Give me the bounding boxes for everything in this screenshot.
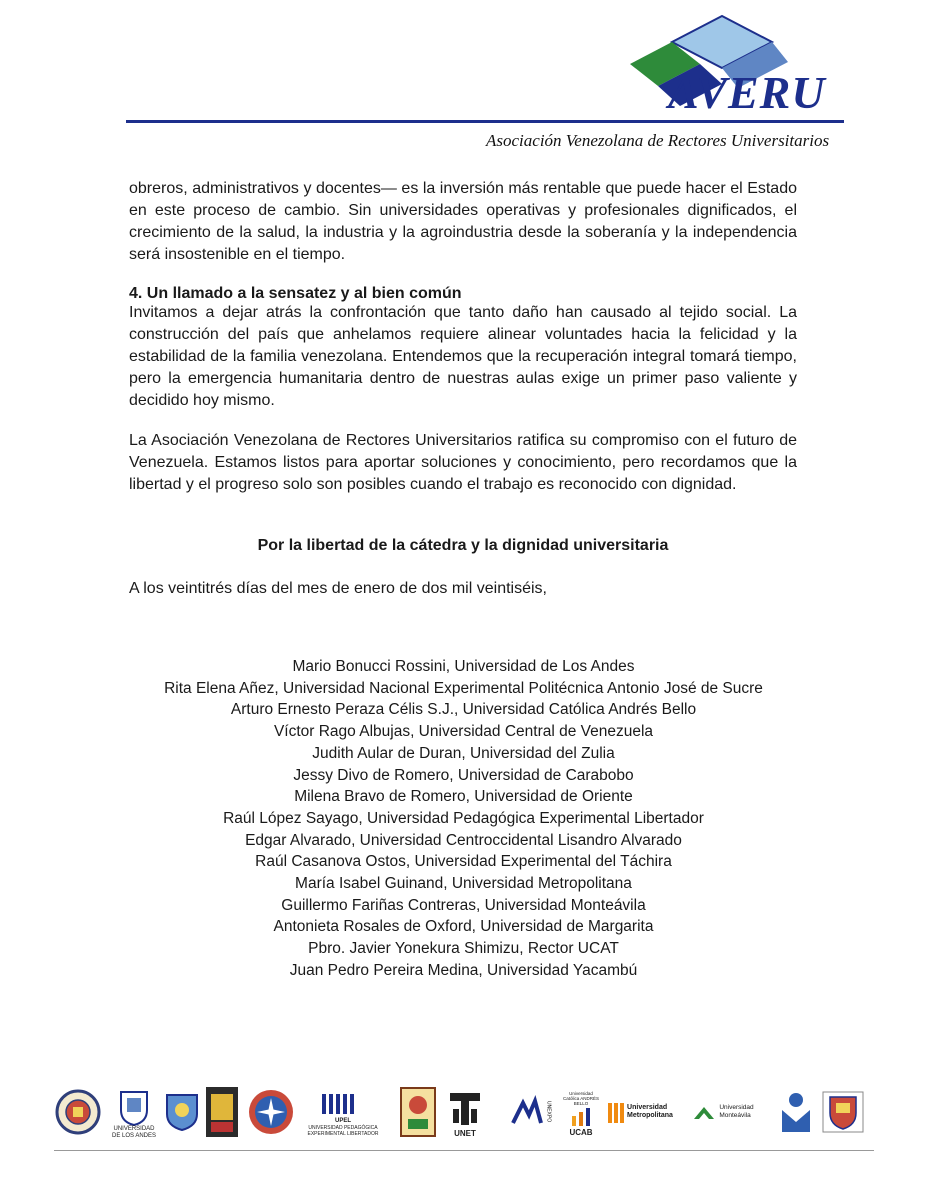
signatory: Guillermo Fariñas Contreras, Universidad Monteávila: [281, 896, 646, 914]
signatory: Pbro. Javier Yonekura Shimizu, Rector UCAT: [308, 940, 619, 958]
footer-divider: [54, 1150, 874, 1151]
udo-seal-logo: [246, 1082, 296, 1142]
unet-logo: UNET: [442, 1082, 488, 1144]
unimar-logo: [776, 1082, 816, 1142]
unimet-line1: Universidad: [627, 1104, 668, 1111]
signatory: Edgar Alvarado, Universidad Centroccidental Lisandro Alvarado: [245, 831, 682, 849]
ula-logo: UNIVERSIDAD DE LOS ANDES: [112, 1082, 156, 1148]
signatory: Víctor Rago Albujas, Universidad Central de Venezuela: [273, 723, 654, 741]
signatory: Antonieta Rosales de Oxford, Universidad de Margarita: [273, 918, 654, 936]
paragraph-3: La Asociación Venezolana de Rectores Universitarios ratifica su compromiso con el futuro de Venezuela. Estamos listos para aportar soluciones y conocimiento, pero recordamos que la libertad y el progreso solo son posibles cuando el trabajo es reconocido con dignidad.: [129, 432, 797, 493]
signatory: María Isabel Guinand, Universidad Metropolitana: [295, 875, 632, 893]
averu-logo-word: AVERU: [668, 67, 826, 118]
ucv-seal-logo: [54, 1082, 102, 1142]
dateline: A los veintitrés días del mes de enero de dos mil veintiséis,: [129, 580, 547, 597]
header-subtitle: Asociación Venezolana de Rectores Universitarios: [486, 131, 830, 150]
signatory: Milena Bravo de Romero, Universidad de Oriente: [294, 788, 633, 806]
luz-seal-logo: [162, 1082, 202, 1142]
signatory: Raúl Casanova Ostos, Universidad Experimental del Táchira: [255, 853, 672, 871]
university-logos: [54, 1082, 874, 1148]
signatory: Mario Bonucci Rossini, Universidad de Los Andes: [292, 658, 635, 675]
signatory: Judith Aular de Duran, Universidad del Zulia: [312, 744, 615, 762]
upel-logo: UPEL UNIVERSIDAD PEDAGÓGICA EXPERIMENTAL LIBERTADOR: [304, 1082, 382, 1144]
signatory: Raúl López Sayago, Universidad Pedagógica Experimental Libertador: [223, 809, 704, 827]
ucat-seal-logo: [820, 1082, 866, 1142]
motto: Por la libertad de la cátedra y la dignidad universitaria: [257, 537, 669, 554]
ucab-logo: Universidad Católica ANDRÉS BELLO UCAB: [562, 1091, 599, 1137]
uc-seal-logo: [204, 1082, 240, 1142]
signatory: Arturo Ernesto Peraza Célis S.J., Universidad Católica Andrés Bello: [230, 701, 697, 719]
unexpo-logo: UNEXPO: [502, 1082, 558, 1142]
monteavila-line1: Universidad: [719, 1104, 754, 1111]
header-divider: [126, 120, 844, 123]
paragraph-2: Invitamos a dejar atrás la confrontación que tanto daño han causado al tejido social. La construcción del país que anhelamos requiere alinear voluntades hacia la felicidad y la estabilidad de la familia venezolana. Entendemos que la recuperación integral tomará tiempo, pero la emergencia humanitaria dentro de nuestras aulas exige un primer paso valiente y decidido hoy mismo.: [129, 304, 797, 409]
paragraph-1: obreros, administrativos y docentes— es la inversión más rentable que puede hacer el Estado en este proceso de cambio. Sin universidades operativas y profesionales dignificados, el crecimiento de la salud, la industria y la agroindustria desde la soberanía y la independencia será insostenible en el tiempo.: [129, 180, 797, 263]
monteavila-line2: Monteávila: [719, 1112, 751, 1119]
monteavila-logo: [682, 1082, 764, 1142]
signatory: Jessy Divo de Romero, Universidad de Carabobo: [293, 766, 634, 784]
unimet-logo: [602, 1082, 678, 1142]
section-heading-4: 4. Un llamado a la sensatez y al bien común: [129, 285, 462, 302]
unimet-line2: Metropolitana: [627, 1112, 673, 1119]
signatory: Rita Elena Añez, Universidad Nacional Experimental Politécnica Antonio José de Sucre: [164, 679, 763, 697]
signatory: Juan Pedro Pereira Medina, Universidad Yacambú: [289, 961, 638, 979]
ucla-seal-logo: [398, 1082, 438, 1142]
signatory-list: [100, 656, 827, 982]
